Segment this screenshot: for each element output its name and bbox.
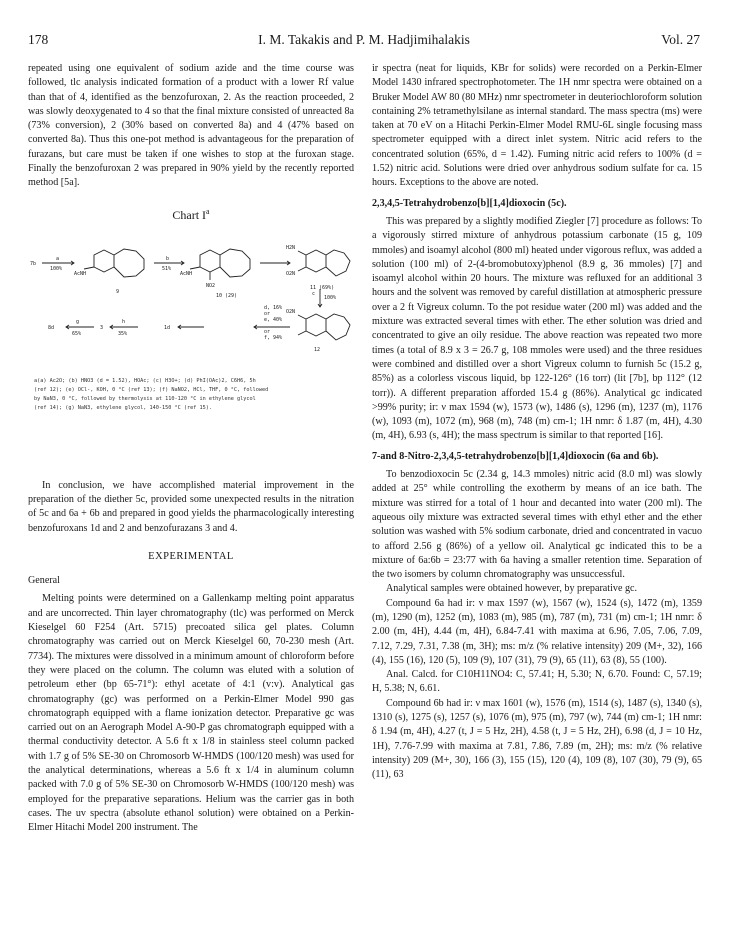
svg-text:e, 40%: e, 40% bbox=[264, 316, 283, 323]
svg-text:f, 94%: f, 94% bbox=[264, 334, 283, 341]
paragraph-instruments: ir spectra (neat for liquids, KBr for solids) were recorded on a Perkin-Elmer Model 1430 infrared spectrophotometer. The 1H nmr spectra were obtained on a Bruker Model AW 80 (80 MHz) nmr spectrometer in deuteriochloroform solution containing 2% tetramethylsilane as internal standard. The mass spectra (ms) were taken at 70 eV on a Hitachi Perkin-Elmer Model RMU-6L single focusing mass spectrometer equipped with a direct inlet system. Nitric acid refers to the concentrated solution (65%, d = 1.42). Fuming nitric acid refers to 100% (d = 1.52) nitric acid. Solutions were dried over anhydrous sodium sulfate for ca. 15 hours. Exceptions to the above are noted. bbox=[372, 63, 702, 189]
svg-text:NO2: NO2 bbox=[206, 282, 216, 289]
chart-footnote: a(a) Ac2O; (b) HNO3 (d = 1.52), HOAc; (c) H3O+; (d) PhI(OAc)2, C6H6, 5h (ref 12); (e) OCl-, KOH, 0 °C (ref 13); (f) NaNO2, HCl, THF, 0 °C, followed by NaN3, 0 °C, followed by thermolysis at 110-120 °C in ethylene glycol (ref 14); (g) NaN3, ethylene glycol, 140-150 °C (ref 15). bbox=[34, 377, 269, 411]
section-heading-experimental: EXPERIMENTAL bbox=[148, 550, 234, 562]
compound-10-label: 10 (29) bbox=[216, 292, 238, 299]
paragraph-general: Melting points were determined on a Gallenkamp melting point apparatus and are uncorrected. Thin layer chromatography (tlc) was performed on Merck Kieselgel 60 F254 (Art. 5715) precoated silica gel plates. Column chromatography was carried out on Merck Kieselgel 60, 70-230 mesh (Art. 7734). The mixtures were dissolved in a minimum amount of chloroform before they were placed on the column. The column was eluted with a solution of petroleum ether (bp 65-71°): ethyl acetate of 4:1 (v:v). Analytical gas chromatography (gc) was performed on a Perkin-Elmer Model 990 gas chromatograph equipped with a flame ionization detector. Preparative gc was carried out on an Aerograph Model A-90-P gas chromatograph equipped with a thermal conductivity detector. A 5.6 ft x 1/8 in stainless steel column packed with 1.7 g of 5% SE-30 on Chromosorb W-HMDS (100/120 mesh) was used for the analytical determinations, whereas a 5.6 ft x 1/4 in aluminum column packed with 7.0 g of 5% SE-30 on Chromosorb W-HMDS (100/120 mesh) was employed for the preparative separations. Helium was the carrier gas in both cases. The uv spectra (absolute ethanol solution) were obtained on a Perkin-Elmer Hitachi Model 200 instrument. The bbox=[28, 593, 354, 834]
svg-text:c: c bbox=[312, 290, 316, 297]
subsection-heading-general: General bbox=[28, 575, 60, 587]
compound-12-label: 12 bbox=[314, 346, 321, 353]
svg-text:AcNH: AcNH bbox=[180, 270, 193, 277]
heading-compound-6ab: 7-and 8-Nitro-2,3,4,5-tetrahydrobenzo[b][1,4]dioxocin (6a and 6b). bbox=[372, 450, 659, 462]
svg-text:100%: 100% bbox=[50, 265, 63, 272]
compound-8d-label: 8d bbox=[48, 324, 55, 331]
heading-compound-5c: 2,3,4,5-Tetrahydrobenzo[b][1,4]dioxocin (5c). bbox=[372, 197, 567, 209]
paragraph-benzofuroxan: repeated using one equivalent of sodium azide and the time course was followed, tlc analysis indicated formation of a product with a lower Rf value than that of 4, identified as the benzofuroxan, 2. As the reaction proceeded, 2 was slowly deoxygenated to 4 so that the final mixture consisted of unreacted 8a (73% conversion), 2 (30% based on converted 8a) and 4 (47% based on converted 8a). Thus this one-pot method is advantageous for the preparation of furazans, but care must be taken if one wishes to stop at the furoxan stage. Finally the benzofuroxan 2 was prepared in 90% yield by the recently reported method [5a]. bbox=[28, 63, 354, 189]
svg-text:65%: 65% bbox=[72, 330, 82, 337]
svg-text:or: or bbox=[264, 328, 271, 335]
chart-title: Chart $I^a$ bbox=[172, 206, 210, 222]
paragraph-compound-6ab: To benzodioxocin 5c (2.34 g, 14.3 mmoles) nitric acid (8.0 ml) was slowly added at 25° while controlling the exotherm by means of an ice bath. The mixture was stirred for a total of 1 hour and decanted into water (200 ml). The aqueous oily mixture was extracted several times with ethyl ether and the ether solution was washed with 5% sodium carbonate, dried and concentrated in vacuo to afford 2.56 g (86%) of a yellow oil. Analytical gc indicated this to be a mixture of 6a:6b = 23:77 with 6a having a smaller retention time. Separation of the two isomers by column chromatography was unsuccessful. bbox=[372, 469, 702, 581]
chart-start-label: 7b bbox=[30, 260, 37, 267]
paragraph-compound-6b: Compound 6b had ir: ν max 1601 (w), 1576 (m), 1514 (s), 1487 (s), 1340 (s), 1310 (s), 1275 (s), 1257 (s), 1076 (m), 975 (m), 797 (w), 744 (m) cm-1; 1H nmr: δ 1.94 (m, 4H), 4.27 (t, J = 5 Hz, 2H), 4.58 (t, J = 5 Hz, 2H), 6.98 (d, J = 10 Hz, 1H), 7.76-7.99 with maxima at 7.81, 7.86, 7.89 (m, 2H); ms: m/z (% relative intensity) 209 (M+, 30), 166 (3), 155 (15), 120 (4), 109 (8), 107 (30), 79 (9), 65 (11), 63 bbox=[372, 697, 702, 781]
svg-text:H2N: H2N bbox=[286, 244, 296, 251]
svg-text:O2N: O2N bbox=[286, 270, 296, 277]
paragraph-analysis: Anal. Calcd. for C10H11NO4: C, 57.41; H, 5.30; N, 6.70. Found: C, 57.19; H, 5.38; N, 6.61. bbox=[372, 669, 702, 695]
svg-text:or: or bbox=[264, 310, 271, 317]
running-authors: I. M. Takakis and P. M. Hadjimihalakis bbox=[258, 32, 470, 47]
reaction-scheme-diagram bbox=[28, 223, 354, 373]
svg-text:AcNH: AcNH bbox=[74, 270, 87, 277]
paragraph-compound-6a: Compound 6a had ir: ν max 1597 (w), 1567 (w), 1524 (s), 1472 (m), 1359 (m), 1290 (m), 1252 (m), 1083 (m), 985 (m), 787 (m), 731 (m) cm-1; 1H nmr: δ 2.00 (m, 4H), 4.44 (m, 4H), 6.84-7.41 with maxima at 6.96, 7.05, 7.06, 7.09, 7.12, 7.29, 7.31, 7.38 (m, 3H); ms: m/z (% relative intensity) 209 (M+, 32), 166 (4), 155 (16), 120 (5), 109 (9), 107 (31), 79 (9), 65 (11), 63 (8), 55 (100). bbox=[372, 597, 702, 666]
compound-9-label: 9 bbox=[116, 288, 120, 295]
page-number: 178 bbox=[28, 32, 49, 47]
svg-text:O2N: O2N bbox=[286, 308, 296, 315]
paragraph-analytical-samples: Analytical samples were obtained however, by preparative gc. bbox=[386, 583, 637, 595]
svg-text:b: b bbox=[166, 255, 170, 262]
compound-11-label: 11 (69%) bbox=[310, 284, 335, 291]
svg-text:100%: 100% bbox=[324, 294, 337, 301]
compound-1d-label: 1d bbox=[164, 324, 171, 331]
svg-text:d, 16%: d, 16% bbox=[264, 304, 283, 311]
right-column bbox=[372, 62, 702, 783]
running-header bbox=[28, 32, 700, 50]
paragraph-compound-5c: This was prepared by a slightly modified Ziegler [7] procedure as follows: To a vigorously stirred mixture of anhydrous potassium carbonate (15 g, 109 mmoles) and isoamyl alcohol (800 ml) heated under vigorous reflux, was added a solution (100 ml) of 2-(4-bromobutoxy)phenol (8.9 g, 36 mmoles) [7] and isoamyl alcohol within 20 hours. The mixture was refluxed for an additional 3 hours and the solvent was removed by careful distillation at atmospheric pressure over a 2 ft Vigreux column. To the pot residue water (200 ml) was added and the mixture was extracted several times with ether. The ether solution was dried and concentrated to give an oily residue. The above reaction was repeated two more times (a total of 8.9 x 3 = 26.7 g, 108 mmoles were used) and the three residues were combined and distilled over a short Vigreux column to furnish 5c (15.2 g, 85%) as a colorless viscous liquid, bp 122-126° (16 torr) (lit [7b], bp 112° (12 torr)). A different preparation afforded 15.4 g (86%). Analytical gc indicated >99% purity; ir: ν max 1594 (w), 1573 (w), 1486 (s), 1296 (m), 1237 (m), 1176 (w), 1093 (m), 1072 (m), 968 (m), 748 (m) cm-1; 1H nmr: δ 1.87 (m, 4H), 4.30 (m, 4H), 6.93 (s, 4H); the mass spectrum is similar to that reported [16]. bbox=[372, 215, 702, 442]
svg-text:h: h bbox=[122, 318, 126, 325]
chart-scheme bbox=[28, 205, 354, 463]
left-column bbox=[28, 62, 354, 836]
volume-label: Vol. 27 bbox=[661, 32, 700, 47]
compound-3-label: 3 bbox=[100, 324, 104, 331]
paragraph-conclusion: In conclusion, we have accomplished material improvement in the preparation of the diether 5c, provided some unexpected results in the nitration of 5c and 6a + 6b and prepared in good yields the pharmacologically interesting benzofuroxans 1d and 2 and benzofurazans 3 and 4. bbox=[28, 479, 354, 534]
svg-text:g: g bbox=[76, 318, 80, 325]
svg-text:a: a bbox=[56, 255, 60, 262]
svg-text:35%: 35% bbox=[118, 330, 128, 337]
svg-text:51%: 51% bbox=[162, 265, 172, 272]
